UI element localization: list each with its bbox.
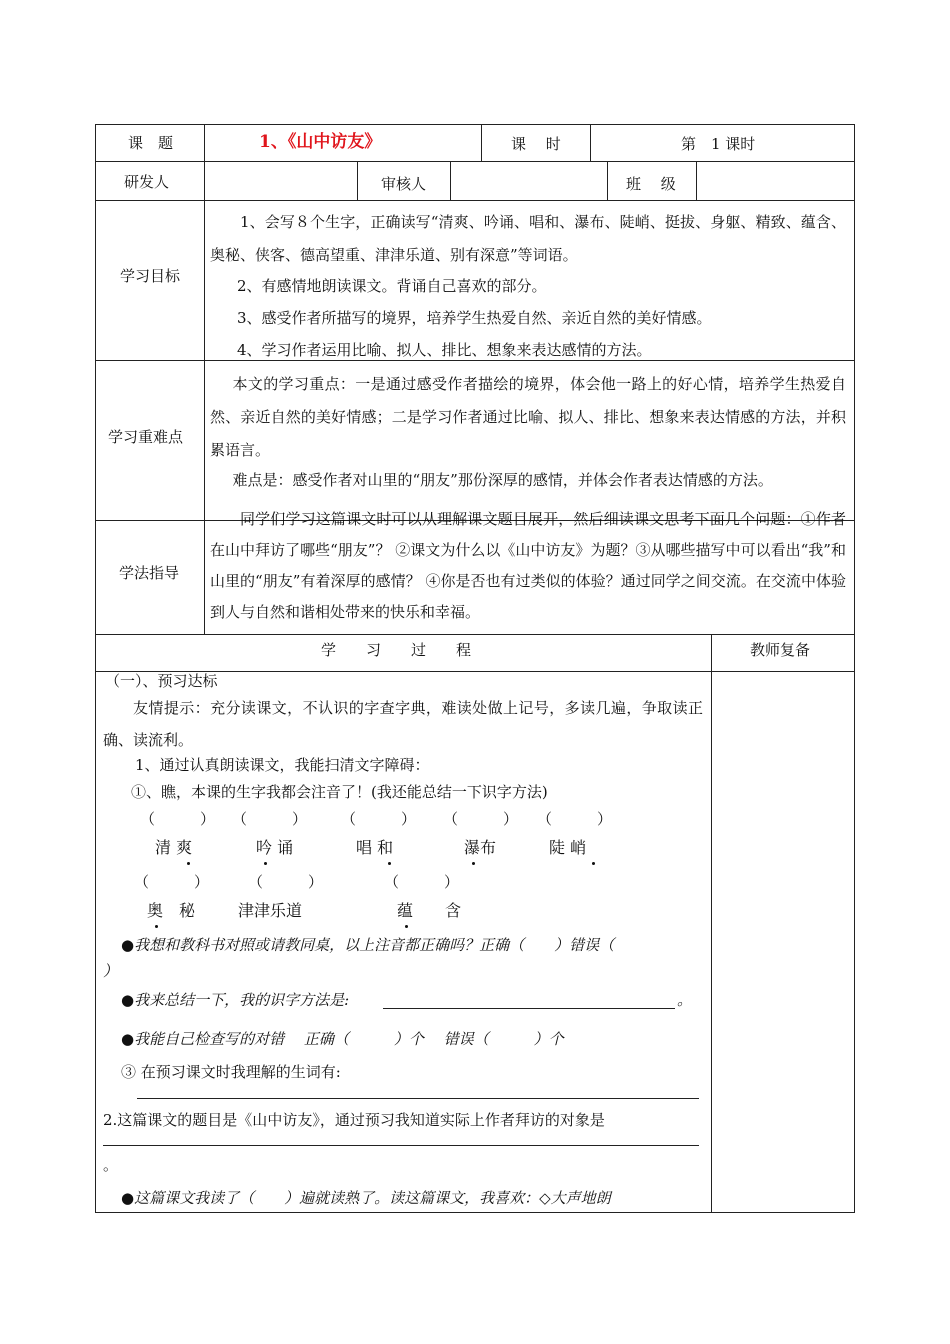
goal-item-4: 4、学习作者运用比喻、拟人、排比、想象来表达感情的方法。 [237,341,652,359]
table-border-bottom [95,1212,855,1213]
vocab-word: 奥 秘 [147,901,196,920]
pinyin-blank: （ ） [384,873,460,891]
emphasis-dot [592,862,595,865]
method-text: 同学们学习这篇课文时可以从理解课文题目展开，然后细读课文思考下面几个问题：①作者在山中拜访了哪些“朋友”？ ②课文为什么以《山中访友》为题？③从哪些描写中可以看出“我”和山里的“朋友”有着深厚的感情？ ④你是否也有过类似的体验？通过同学之间交流。在交流中体验到人与自然和谐相处带来的快乐和幸福。 [210,510,846,621]
col-divider [696,161,697,200]
class-label: 班 级 [626,175,676,193]
vocab-word: 陡 峭 [549,838,587,857]
emphasis-dot [472,862,475,865]
goal-item-1: 1、会写８个生字，正确读写“清爽、吟诵、唱和、瀑布、陡峭、挺拔、身躯、精致、蕴含、奥秘、侠客、德高望重、津津乐道、别有深意”等词语。 [210,213,846,264]
table-border-right [854,124,855,1213]
task-2-end: 。 [103,1156,119,1174]
answer-line[interactable] [103,1145,699,1146]
section-heading: （一）、预习达标 [105,672,218,690]
task-1: 1、通过认真朗读课文，我能扫清文字障碍： [135,756,430,774]
reviewer-label: 审核人 [381,175,427,193]
task-1a: ①、瞧，本课的生字我都会注音了！(我还能总结一下识字方法) [131,783,548,801]
pinyin-blank: （ ） [341,810,417,828]
key-points-label: 学习重难点 [108,428,184,446]
task-2: 2.这篇课文的题目是《山中访友》，通过预习我知道实际上作者拜访的对象是 [103,1111,605,1129]
self-check-2: ●我来总结一下，我的识字方法是: [121,991,350,1009]
row-divider [95,360,855,361]
pinyin-blank: （ ） [140,810,216,828]
self-check-1: ●我想和教科书对照或请教同桌，以上注音都正确吗？正确（ ）错误（ [121,936,615,954]
vocab-word: 津津乐道 [238,901,303,920]
row-divider [95,161,855,162]
period-label: 课 时 [511,135,561,153]
self-check-4: ●这篇课文我读了（ ）遍就读熟了。读这篇课文，我喜欢：◇大声地朗 [121,1189,611,1207]
self-check-2-end: 。 [677,991,693,1009]
vocab-word: 蕴 含 [397,901,462,920]
self-check-1-end: ） [103,962,119,980]
answer-line[interactable] [383,1008,675,1009]
col-divider [481,124,482,161]
col-divider [204,124,205,634]
period-value: 第 1 课时 [681,135,756,153]
emphasis-dot [388,862,391,865]
self-check-3: ●我能自己检查写的对错 正确（ ）个 错误（ ）个 [121,1030,564,1048]
pinyin-blank: （ ） [537,810,613,828]
row-divider [95,634,855,635]
difficult-points-text: 难点是：感受作者对山里的“朋友”那份深厚的感情，并体会作者表达情感的方法。 [232,471,773,489]
vocab-word: 瀑布 [464,838,497,857]
vocab-word: 清 爽 [155,838,193,857]
pinyin-blank: （ ） [134,873,210,891]
vocab-word: 吟 诵 [256,838,294,857]
process-label: 学 习 过 程 [321,641,472,659]
lesson-title: 1、《山中访友》 [259,132,382,152]
goal-item-3: 3、感受作者所描写的境界，培养学生热爱自然、亲近自然的美好情感。 [237,309,712,327]
table-border-left [95,124,96,1213]
answer-line[interactable] [137,1098,699,1099]
topic-label: 课 题 [128,134,174,152]
emphasis-dot [187,862,190,865]
emphasis-dot [405,925,408,928]
col-divider [450,161,451,200]
goals-label: 学习目标 [120,267,181,285]
key-points-text: 本文的学习重点：一是通过感受作者描绘的境界，体会他一路上的好心情，培养学生热爱自然、亲近自然的美好情感；二是学习作者通过比喻、拟人、排比、想象来表达情感的方法，并积累语言。 [210,375,846,459]
friendly-tip: 友情提示：充分读课文，不认识的字查字典，难读处做上记号，多读几遍，争取读正确、读流利。 [103,699,703,749]
col-divider [711,634,712,1212]
pinyin-blank: （ ） [443,810,519,828]
goal-item-2: 2、有感情地朗读课文。背诵自己喜欢的部分。 [237,277,547,295]
method-label: 学法指导 [119,564,180,582]
col-divider [607,161,608,200]
vocab-word: 唱 和 [356,838,394,857]
table-border-top [95,124,855,125]
developer-label: 研发人 [124,173,170,191]
task-1c: ③ 在预习课文时我理解的生词有: [121,1063,341,1081]
emphasis-dot [264,862,267,865]
pinyin-blank: （ ） [232,810,308,828]
row-divider [95,200,855,201]
col-divider [590,124,591,161]
teacher-notes-label: 教师复备 [750,641,811,659]
col-divider [357,161,358,200]
pinyin-blank: （ ） [248,873,324,891]
emphasis-dot [155,925,158,928]
